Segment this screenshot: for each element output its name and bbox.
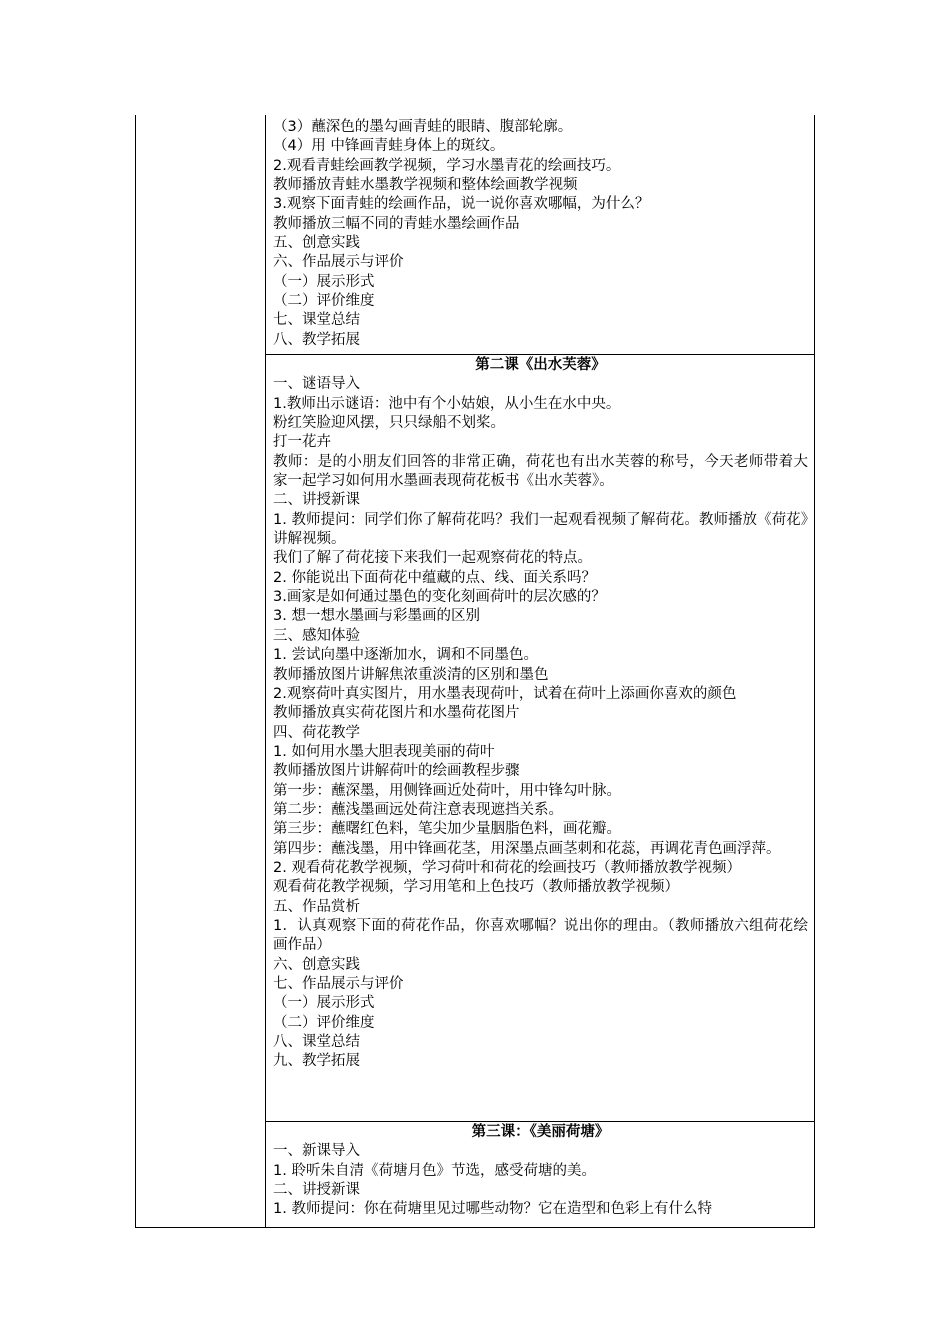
text-line: 二、讲授新课 [273, 492, 360, 509]
text-paragraph: 教师：是的小朋友们回答的非常正确，荷花也有出水芙蓉的称号，今天老师带着大家一起学习如何用水墨画表现荷花板书《出水芙蓉》。 [273, 453, 808, 490]
text-line: （一）展示形式 [273, 273, 375, 290]
block1-cell [273, 118, 808, 350]
text-line: 2.观察荷叶真实图片，用水墨表现荷叶，试着在荷叶上添画你喜欢的颜色 [273, 685, 737, 702]
text-line: 九、教学拓展 [273, 1053, 360, 1070]
text-line: 教师播放图片讲解荷叶的绘画教程步骤 [273, 763, 520, 780]
text-paragraph: 1．认真观察下面的荷花作品，你喜欢哪幅？说出你的理由。（教师播放六组荷花绘画作品） [273, 917, 808, 954]
text-line: 第一步：蘸深墨，用侧锋画近处荷叶，用中锋勾叶脉。 [273, 782, 621, 799]
lesson3-title: 第三课：《美丽荷塘》 [471, 1124, 610, 1140]
text-line: （二）评价维度 [273, 293, 375, 310]
text-line: 观看荷花教学视频，学习用笔和上色技巧（教师播放教学视频） [273, 879, 679, 896]
text-line: 2. 你能说出下面荷花中蕴藏的点、线、面关系吗？ [273, 569, 596, 586]
text-line: 七、课堂总结 [273, 312, 360, 329]
text-line: 1.教师出示谜语：池中有个小姑娘，从小生在水中央。 [273, 395, 621, 412]
text-line: 五、作品赏析 [273, 898, 360, 915]
text-line: 一、谜语导入 [273, 376, 360, 393]
text-line: 教师播放图片讲解焦浓重淡清的区别和墨色 [273, 666, 549, 683]
text-line: 教师播放真实荷花图片和水墨荷花图片 [273, 705, 520, 722]
lesson3-row-divider [265, 1121, 815, 1122]
text-line: （3）蘸深色的墨勾画青蛙的眼睛、腹部轮廓。 [273, 119, 573, 135]
text-line: 2.观看青蛙绘画教学视频，学习水墨青花的绘画技巧。 [273, 157, 621, 174]
column-divider [265, 115, 266, 1228]
text-line: （二）评价维度 [273, 1014, 375, 1031]
text-line: 六、作品展示与评价 [273, 254, 404, 271]
text-line: 八、教学拓展 [273, 331, 360, 348]
text-line: 一、新课导入 [273, 1143, 360, 1160]
text-line: 六、创意实践 [273, 956, 360, 973]
text-line: 1. 如何用水墨大胆表现美丽的荷叶 [273, 743, 495, 760]
text-line: 我们了解了荷花接下来我们一起观察荷花的特点。 [273, 550, 592, 567]
text-line: 三、感知体验 [273, 627, 360, 644]
text-line: 粉红笑脸迎风摆，只只绿船不划桨。 [273, 415, 505, 432]
lesson2-cell [273, 356, 808, 1072]
text-line: 3.观察下面青蛙的绘画作品，说一说你喜欢哪幅，为什么？ [273, 196, 650, 213]
text-line: （4）用 中锋画青蛙身体上的斑纹。 [273, 138, 505, 155]
text-paragraph: 2. 观看荷花教学视频，学习荷叶和荷花的绘画技巧（教师播放教学视频） [273, 859, 741, 876]
text-line: 3. 想一想水墨画与彩墨画的区别 [273, 608, 480, 625]
text-line: 第三步：蘸曙红色料，笔尖加少量胭脂色料，画花瓣。 [273, 821, 621, 838]
lesson2-title: 第二课《出水芙蓉》 [475, 357, 606, 373]
text-line: 3.画家是如何通过墨色的变化刻画荷叶的层次感的？ [273, 589, 606, 606]
text-line: 二、讲授新课 [273, 1182, 360, 1199]
text-line: 1. 聆听朱自清《荷塘月色》节选，感受荷塘的美。 [273, 1162, 596, 1179]
text-line: 四、荷花教学 [273, 724, 360, 741]
text-line: 1. 尝试向墨中逐渐加水，调和不同墨色。 [273, 647, 538, 664]
text-line: 1. 教师提问：你在荷塘里见过哪些动物？它在造型和色彩上有什么特 [273, 1201, 712, 1218]
text-line: 教师播放三幅不同的青蛙水墨绘画作品 [273, 215, 520, 232]
text-line: （一）展示形式 [273, 995, 375, 1012]
text-line: 五、创意实践 [273, 235, 360, 252]
text-line: 打一花卉 [273, 434, 331, 451]
text-line: 第二步：蘸浅墨画远处荷注意表现遮挡关系。 [273, 801, 563, 818]
text-paragraph: 1. 教师提问：同学们你了解荷花吗？我们一起观看视频了解荷花。教师播放《荷花》讲解视频。 [273, 511, 808, 548]
lesson3-cell [273, 1123, 808, 1220]
lesson2-row-divider [265, 354, 815, 355]
text-line: 七、作品展示与评价 [273, 976, 404, 992]
text-line: 八、课堂总结 [273, 1034, 360, 1051]
text-line: 教师播放青蛙水墨教学视频和整体绘画教学视频 [273, 177, 578, 194]
text-paragraph: 第四步：蘸浅墨，用中锋画花茎，用深墨点画茎刺和花蕊，再调花青色画浮萍。 [273, 840, 781, 857]
